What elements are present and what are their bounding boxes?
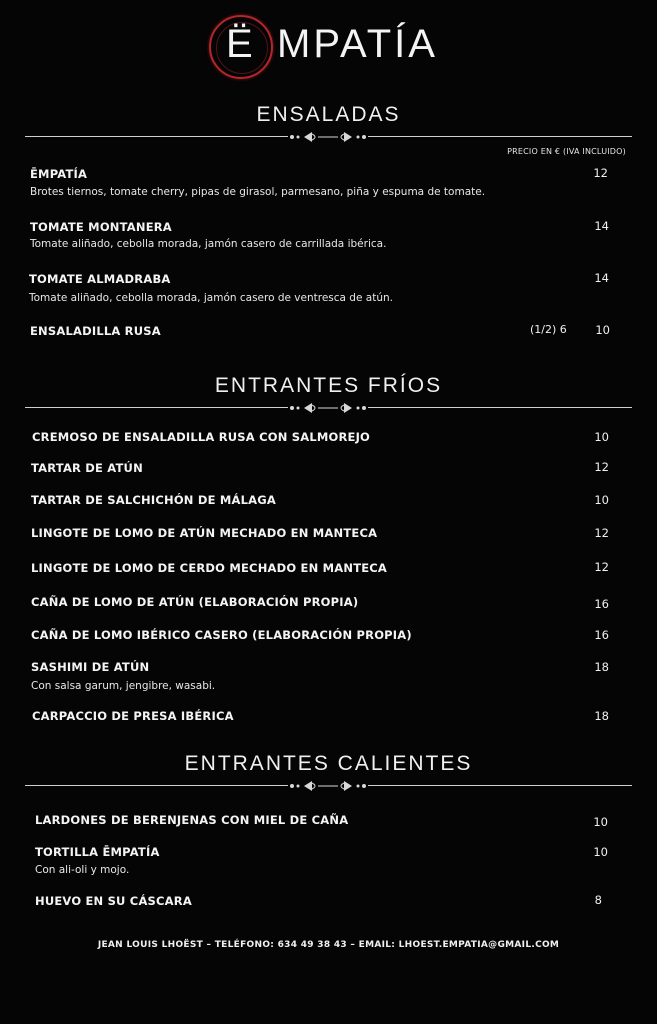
menu-item-price: 12 (594, 526, 609, 540)
ornament-icon (288, 130, 368, 144)
menu-item-name: LINGOTE DE LOMO DE ATÚN MECHADO EN MANTECA (31, 526, 378, 540)
menu-item-name: TARTAR DE SALCHICHÓN DE MÁLAGA (31, 493, 276, 507)
menu-item-name: CAÑA DE LOMO IBÉRICO CASERO (ELABORACIÓN PROPIA) (31, 628, 412, 642)
menu-item-price: 10 (595, 323, 610, 337)
menu-item-price: 18 (594, 709, 609, 723)
section-title-ensaladas: ENSALADAS (256, 103, 401, 126)
menu-item-name: TORTILLA ĒMPATÍA (35, 845, 160, 859)
menu-item-desc: Con salsa garum, jengibre, wasabi. (31, 680, 216, 692)
menu-item-price: 16 (594, 628, 609, 642)
menu-item-name: CARPACCIO DE PRESA IBÉRICA (32, 709, 234, 723)
menu-item-name: HUEVO EN SU CÁSCARA (35, 894, 192, 908)
section-divider (25, 130, 632, 144)
menu-item-price: 10 (594, 493, 609, 507)
ornament-icon (288, 401, 368, 415)
menu-item-desc: Tomate aliñado, cebolla morada, jamón casero de carrillada ibérica. (30, 238, 387, 250)
ornament-icon (288, 779, 368, 793)
logo-wordmark: MPATÍA (277, 22, 438, 66)
menu-item-desc: Con ali-oli y mojo. (35, 864, 130, 876)
section-divider (25, 401, 632, 415)
menu-item-name: TOMATE ALMADRABA (29, 272, 171, 286)
menu-item-price: 12 (594, 560, 609, 574)
menu-item-name: TARTAR DE ATÚN (31, 461, 143, 475)
menu-item-price: 18 (594, 660, 609, 674)
menu-item-desc: Tomate aliñado, cebolla morada, jamón casero de ventresca de atún. (29, 292, 393, 304)
menu-item-name: ENSALADILLA RUSA (30, 324, 161, 338)
menu-item-price: 14 (594, 271, 609, 285)
menu-item-price: 10 (593, 845, 608, 859)
menu-item-name: LARDONES DE BERENJENAS CON MIEL DE CAÑA (35, 813, 349, 827)
menu-item-price: 10 (593, 815, 608, 829)
price-note: PRECIO EN € (IVA INCLUIDO) (507, 147, 626, 156)
menu-item-name: LINGOTE DE LOMO DE CERDO MECHADO EN MANTECA (31, 561, 388, 575)
section-title-entrantes-frios: ENTRANTES FRÍOS (214, 374, 443, 397)
footer-contact: JEAN LOUIS LHOËST – TELÉFONO: 634 49 38 43 – EMAIL: LHOEST.EMPATIA@GMAIL.COM (97, 940, 560, 950)
menu-item-desc: Brotes tiernos, tomate cherry, pipas de girasol, parmesano, piña y espuma de tomate. (30, 186, 486, 198)
menu-item-price: 12 (594, 460, 609, 474)
half-portion-price: (1/2) 6 (530, 323, 567, 336)
menu-item-name: SASHIMI DE ATÚN (31, 660, 150, 674)
menu-item-price: 16 (594, 597, 609, 611)
menu-item-name: ĒMPATÍA (30, 167, 88, 181)
section-title-entrantes-calientes: ENTRANTES CALIENTES (184, 752, 473, 775)
menu-item-name: CREMOSO DE ENSALADILLA RUSA CON SALMOREJO (32, 430, 371, 444)
menu-item-price: 10 (594, 430, 609, 444)
logo-first-letter: Ë (226, 22, 254, 66)
menu-item-name: TOMATE MONTANERA (30, 220, 172, 234)
menu-item-name: CAÑA DE LOMO DE ATÚN (ELABORACIÓN PROPIA) (31, 595, 359, 609)
menu-item-price: 12 (593, 166, 608, 180)
menu-item-price: 8 (594, 893, 602, 907)
section-divider (25, 779, 632, 793)
menu-item-price: 14 (594, 219, 609, 233)
restaurant-logo (0, 12, 657, 82)
